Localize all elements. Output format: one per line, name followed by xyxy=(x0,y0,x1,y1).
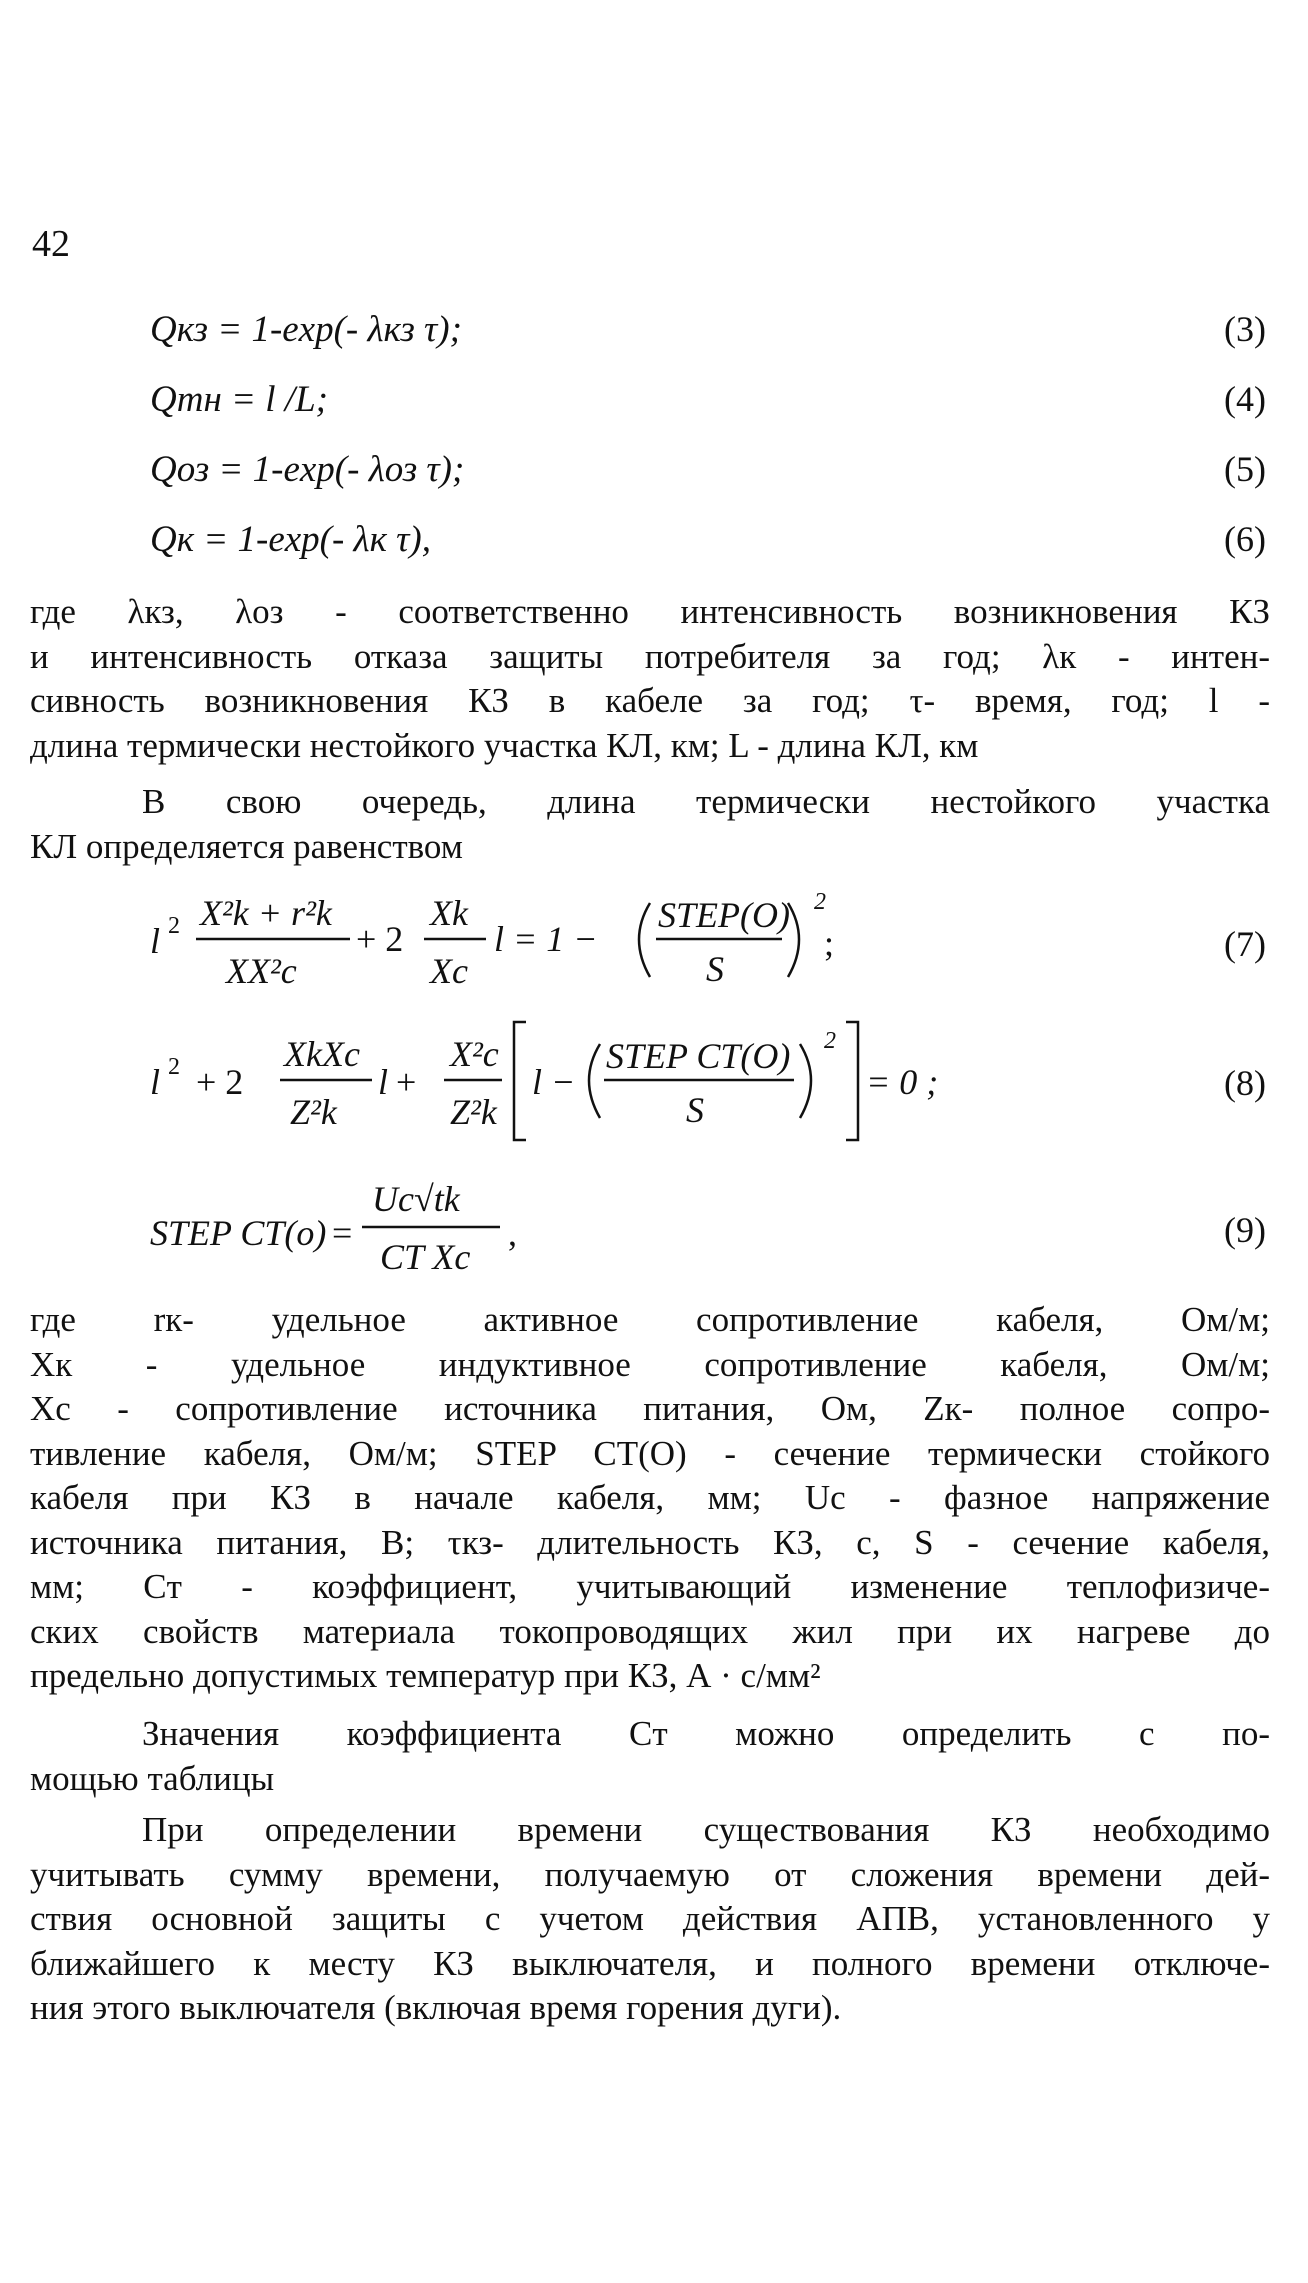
eq7-semi: ; xyxy=(824,923,835,963)
eq7-step: STEP(O) xyxy=(658,895,790,935)
eq8-bracket-left xyxy=(514,1022,526,1140)
paragraph-line: При определении времени существования КЗ необходимо xyxy=(142,1810,1270,1849)
eq7-pow: 2 xyxy=(814,889,826,915)
equation-7-number: (7) xyxy=(1224,924,1266,964)
eq8-num2: X²c xyxy=(450,1034,499,1074)
equation-8-number: (8) xyxy=(1224,1063,1266,1103)
eq8-tail: = 0 ; xyxy=(866,1062,939,1102)
eq9-lhs: STEP CT(o) xyxy=(150,1213,327,1253)
eq8-bracket-right xyxy=(846,1022,858,1140)
eq8-one-minus: l − xyxy=(532,1062,576,1102)
eq8-paren-right xyxy=(800,1044,811,1118)
eq7-num2: Xk xyxy=(430,893,468,933)
eq9-eq: = xyxy=(332,1213,353,1253)
paragraph-line: ближайшего к месту КЗ выключателя, и полного времени отключе- xyxy=(30,1943,1270,1983)
eq7-eq: l = 1 − xyxy=(494,919,598,959)
eq8-den1: Z²k xyxy=(290,1092,337,1132)
eq7-plus-two: + 2 xyxy=(356,919,404,959)
eq8-l: l xyxy=(150,1062,161,1102)
eq9-comma: , xyxy=(508,1213,517,1253)
paragraph-line: источника питания, В; τкз- длительность КЗ, с, S - сечение кабеля, xyxy=(30,1522,1270,1562)
paragraph-line: мощью таблицы xyxy=(30,1758,275,1798)
eq7-s: S xyxy=(706,949,724,989)
eq7-den2: Xc xyxy=(430,951,468,991)
eq8-den2: Z²k xyxy=(450,1092,497,1132)
eq8-paren-left xyxy=(589,1044,600,1118)
eq9-num: Uc√tk xyxy=(372,1179,460,1219)
eq8-l2: l xyxy=(378,1062,389,1102)
equation-4 xyxy=(0,378,1308,438)
paragraph-line: ских свойств материала токопроводящих жил при их нагреве до xyxy=(30,1611,1270,1651)
paragraph-line: учитывать сумму времени, получаемую от сложения времени дей- xyxy=(30,1854,1270,1894)
paragraph-line: где λкз, λоз - соответственно интенсивность возникновения КЗ xyxy=(30,592,1270,631)
equation-6-expr: Qк = 1-exp(- λк τ), xyxy=(150,519,431,560)
equation-9-graphic xyxy=(0,1165,1308,1285)
eq8-plus: + xyxy=(396,1062,417,1102)
paragraph-line: предельно допустимых температур при КЗ, А · с/мм² xyxy=(30,1656,821,1695)
eq8-step: STEP CT(O) xyxy=(606,1036,791,1076)
equation-8 xyxy=(0,1010,1308,1150)
paragraph-line: мм; Cт - коэффициент, учитывающий изменение теплофизиче- xyxy=(30,1567,1270,1606)
paragraph-length-intro xyxy=(30,780,1270,869)
page-number: 42 xyxy=(32,223,70,265)
equation-7-graphic xyxy=(0,875,1308,1005)
equation-5-number: (5) xyxy=(1224,449,1266,489)
paragraph-line: сивность возникновения КЗ в кабеле за год; τ- время, год; l - xyxy=(30,681,1270,720)
paragraph-line: Xк - удельное индуктивное сопротивление кабеля, Ом/м; xyxy=(30,1344,1270,1384)
paragraph-line: где rк- удельное активное сопротивление кабеля, Ом/м; xyxy=(30,1300,1270,1339)
paragraph-line: В свою очередь, длина термически нестойкого участка xyxy=(142,782,1270,821)
equation-7 xyxy=(0,875,1308,1005)
equation-4-number: (4) xyxy=(1224,379,1266,419)
eq8-num1: XkXc xyxy=(284,1034,360,1074)
eq8-sq: 2 xyxy=(168,1054,180,1080)
paragraph-line: КЛ определяется равенством xyxy=(30,826,463,866)
eq7-den1: XX²c xyxy=(226,951,297,991)
equation-4-expr: Qтн = l /L; xyxy=(150,379,328,420)
eq7-l: l xyxy=(150,921,161,961)
paragraph-coefficient-table xyxy=(30,1712,1270,1801)
eq8-plus-two: + 2 xyxy=(196,1062,244,1102)
equation-9-number: (9) xyxy=(1224,1210,1266,1250)
eq7-num1: X²k + r²k xyxy=(200,893,332,933)
paragraph-line: Xc - сопротивление источника питания, Ом, Zк- полное сопро- xyxy=(30,1389,1270,1428)
paragraph-line: кабеля при КЗ в начале кабеля, мм; Uc - фазное напряжение xyxy=(30,1478,1270,1517)
paragraph-fault-duration xyxy=(30,1808,1270,2031)
eq8-s: S xyxy=(686,1090,704,1130)
equation-6-number: (6) xyxy=(1224,519,1266,559)
eq7-sq: 2 xyxy=(168,913,180,939)
equation-3-number: (3) xyxy=(1224,309,1266,349)
equation-5-expr: Qоз = 1-exp(- λоз τ); xyxy=(150,449,465,490)
eq7-paren-left xyxy=(639,903,650,977)
paragraph-line: ствия основной защиты с учетом действия АПВ, установленного у xyxy=(30,1899,1270,1938)
equation-3-expr: Qкз = 1-exp(- λкз τ); xyxy=(150,309,462,350)
paragraph-line: Значения коэффициента Cт можно определить с по- xyxy=(142,1714,1270,1753)
eq9-den: CT Xc xyxy=(380,1237,471,1277)
equation-8-graphic xyxy=(0,1010,1308,1150)
paragraph-definitions-lambda xyxy=(30,590,1270,768)
equation-5 xyxy=(0,448,1308,508)
equation-9 xyxy=(0,1165,1308,1285)
paragraph-line: длина термически нестойкого участка КЛ, км; L - длина КЛ, км xyxy=(30,725,979,765)
equation-3 xyxy=(0,308,1308,368)
equation-6 xyxy=(0,518,1308,578)
paragraph-line: тивление кабеля, Ом/м; STEP CT(O) - сечение термически стойкого xyxy=(30,1433,1270,1473)
paragraph-line: ния этого выключателя (включая время горения дуги). xyxy=(30,1988,842,2027)
paragraph-definitions-variables xyxy=(30,1298,1270,1699)
paragraph-line: и интенсивность отказа защиты потребителя за год; λк - интен- xyxy=(30,636,1270,676)
eq8-pow: 2 xyxy=(824,1028,836,1054)
